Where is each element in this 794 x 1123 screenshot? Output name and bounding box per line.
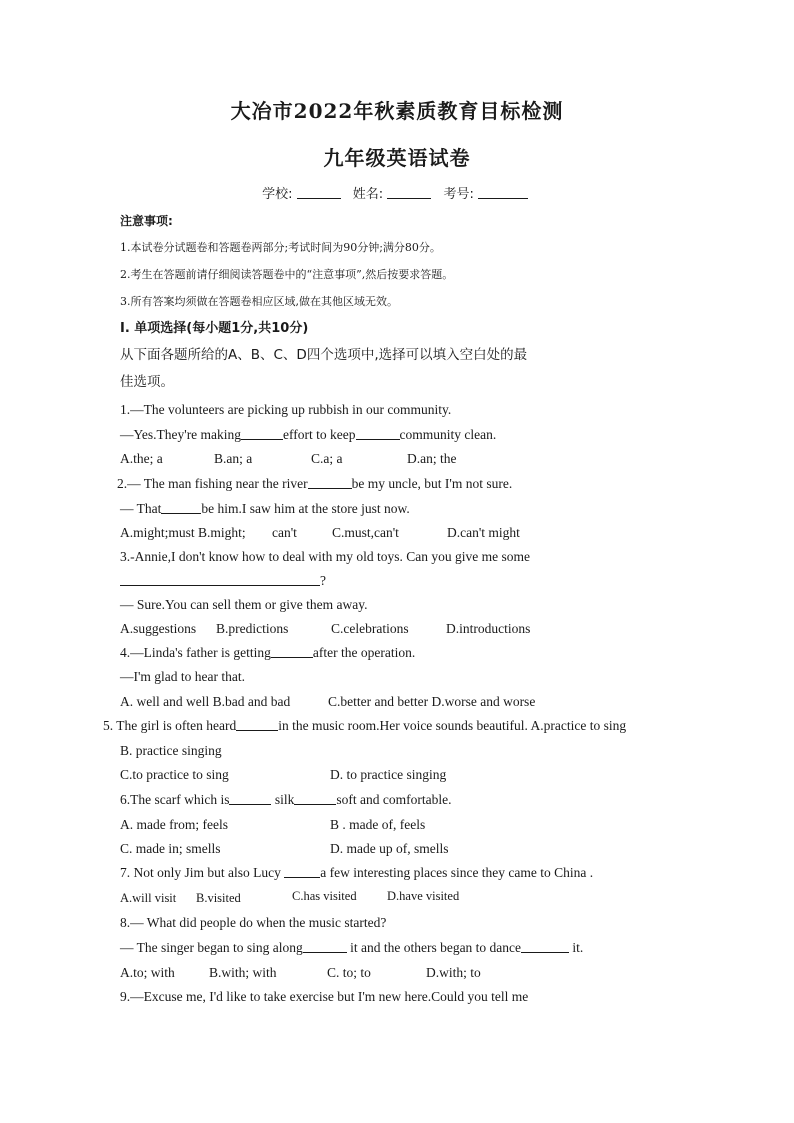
q2-blank-2 bbox=[161, 502, 201, 514]
q5-option-b: B. practice singing bbox=[120, 743, 222, 758]
q9-stem: 9.—Excuse me, I'd like to take exercise but I'm new here.Could you tell me bbox=[120, 989, 529, 1004]
q6-blank-2 bbox=[294, 793, 336, 805]
q7-blank bbox=[284, 866, 320, 878]
q2-reply bbox=[120, 502, 410, 516]
school-blank bbox=[297, 186, 341, 199]
section-instruction-line-1: 从下面各题所给的A、B、C、D四个选项中,选择可以填入空白处的最 bbox=[120, 347, 528, 363]
q6-stem bbox=[120, 793, 451, 807]
q2-option-d: D.can't might bbox=[447, 525, 520, 540]
q1-reply bbox=[120, 428, 496, 442]
school-label: 学校: bbox=[262, 187, 293, 202]
q7-option-a: A.will visit bbox=[120, 891, 177, 905]
exam-subtitle: 九年级英语试卷 bbox=[323, 146, 471, 170]
q7-option-b: B.visited bbox=[196, 891, 241, 905]
notice-item-1: 1.本试卷分试题卷和答题卷两部分;考试时间为90分钟;满分80分。 bbox=[120, 241, 441, 254]
q5-blank bbox=[236, 719, 278, 731]
q6-option-c: C. made in; smells bbox=[120, 841, 221, 856]
q7-stem-part-1: 7. Not only Jim but also Lucy bbox=[120, 865, 281, 880]
notice-heading: 注意事项: bbox=[120, 214, 173, 228]
q8-reply-part-1: — The singer began to sing along bbox=[120, 940, 303, 955]
q3-question-mark: ? bbox=[320, 573, 326, 588]
q3-option-a: A.suggestions bbox=[120, 621, 197, 636]
number-blank bbox=[478, 186, 528, 199]
q8-blank-1 bbox=[303, 941, 347, 953]
q7-stem bbox=[120, 866, 593, 880]
q6-blank-1 bbox=[229, 793, 271, 805]
q8-option-c: C. to; to bbox=[327, 965, 371, 980]
q1-blank-1 bbox=[241, 428, 283, 440]
q8-option-b: B.with; with bbox=[209, 965, 277, 980]
q3-blank bbox=[120, 574, 320, 586]
q5-stem-part-2: in the music room.Her voice sounds beautiful. A.practice to sing bbox=[278, 718, 627, 733]
q8-blank-2 bbox=[521, 941, 569, 953]
q8-reply bbox=[120, 941, 583, 955]
q5-stem bbox=[103, 719, 626, 733]
q1-reply-part-2: effort to keep bbox=[283, 427, 356, 442]
exam-title: 大冶市2022年秋素质教育目标检测 bbox=[230, 99, 564, 123]
q2-reply-part-2: be him.I saw him at the store just now. bbox=[201, 501, 410, 516]
q6-stem-part-2: silk bbox=[274, 792, 295, 807]
notice-item-2: 2.考生在答题前请仔细阅读答题卷中的“注意事项”,然后按要求答题。 bbox=[120, 268, 454, 281]
q2-option-a-b: A.might;must B.might; bbox=[120, 525, 246, 540]
q2-stem bbox=[117, 477, 512, 491]
q1-option-a: A.the; a bbox=[120, 451, 163, 466]
student-info-row bbox=[0, 186, 794, 201]
q1-stem: 1.—The volunteers are picking up rubbish in our community. bbox=[120, 402, 452, 417]
q3-option-d: D.introductions bbox=[446, 621, 531, 636]
q4-stem bbox=[120, 646, 415, 660]
section-heading: I. 单项选择(每小题1分,共10分) bbox=[120, 321, 309, 336]
q6-stem-part-3: soft and comfortable. bbox=[336, 792, 452, 807]
q8-reply-part-3: it. bbox=[572, 940, 584, 955]
q1-blank-2 bbox=[356, 428, 400, 440]
q1-option-b: B.an; a bbox=[214, 451, 253, 466]
q7-option-c: C.has visited bbox=[292, 889, 357, 903]
q2-option-b-part: can't bbox=[272, 525, 297, 540]
q5-stem-part-1: 5. The girl is often heard bbox=[103, 718, 237, 733]
q7-stem-part-2: a few interesting places since they came to China . bbox=[320, 865, 594, 880]
q4-option-c-d: C.better and better D.worse and worse bbox=[328, 694, 536, 709]
q7-option-d: D.have visited bbox=[387, 889, 460, 903]
q4-reply: —I'm glad to hear that. bbox=[120, 669, 246, 684]
q6-stem-part-1: 6.The scarf which is bbox=[120, 792, 230, 807]
q2-stem-part-2: be my uncle, but I'm not sure. bbox=[351, 476, 513, 491]
q6-option-b: B . made of, feels bbox=[330, 817, 426, 832]
number-label: 考号: bbox=[443, 187, 474, 202]
name-label: 姓名: bbox=[352, 187, 384, 202]
q4-stem-part-1: 4.—Linda's father is getting bbox=[120, 645, 271, 660]
q4-stem-part-2: after the operation. bbox=[312, 645, 416, 660]
q1-option-d: D.an; the bbox=[407, 451, 457, 466]
q2-stem-part-1: 2.— The man fishing near the river bbox=[117, 476, 308, 491]
q2-blank-1 bbox=[308, 477, 352, 489]
q4-option-a-b: A. well and well B.bad and bad bbox=[120, 694, 291, 709]
q8-reply-part-2: it and the others began to dance bbox=[350, 940, 522, 955]
q1-option-c: C.a; a bbox=[311, 451, 343, 466]
q3-option-b: B.predictions bbox=[216, 621, 289, 636]
q3-reply: — Sure.You can sell them or give them away. bbox=[120, 597, 368, 612]
q5-option-c: C.to practice to sing bbox=[120, 767, 229, 782]
q1-reply-part-3: community clean. bbox=[399, 427, 497, 442]
q4-blank bbox=[271, 646, 313, 658]
q2-reply-part-1: — That bbox=[120, 501, 162, 516]
q3-stem: 3.-Annie,I don't know how to deal with my old toys. Can you give me some bbox=[120, 549, 531, 564]
q8-option-d: D.with; to bbox=[426, 965, 481, 980]
q5-option-d: D. to practice singing bbox=[330, 767, 447, 782]
q3-blank-line bbox=[120, 574, 326, 588]
q2-option-c: C.must,can't bbox=[332, 525, 399, 540]
q6-option-d: D. made up of, smells bbox=[330, 841, 449, 856]
q6-option-a: A. made from; feels bbox=[120, 817, 228, 832]
q3-option-c: C.celebrations bbox=[331, 621, 409, 636]
q8-stem: 8.— What did people do when the music started? bbox=[120, 915, 387, 930]
name-blank bbox=[387, 186, 431, 199]
q8-option-a: A.to; with bbox=[120, 965, 175, 980]
section-instruction-line-2: 佳选项。 bbox=[120, 374, 174, 390]
q1-reply-part-1: —Yes.They're making bbox=[120, 427, 242, 442]
notice-item-3: 3.所有答案均须做在答题卷相应区域,做在其他区域无效。 bbox=[120, 295, 398, 308]
